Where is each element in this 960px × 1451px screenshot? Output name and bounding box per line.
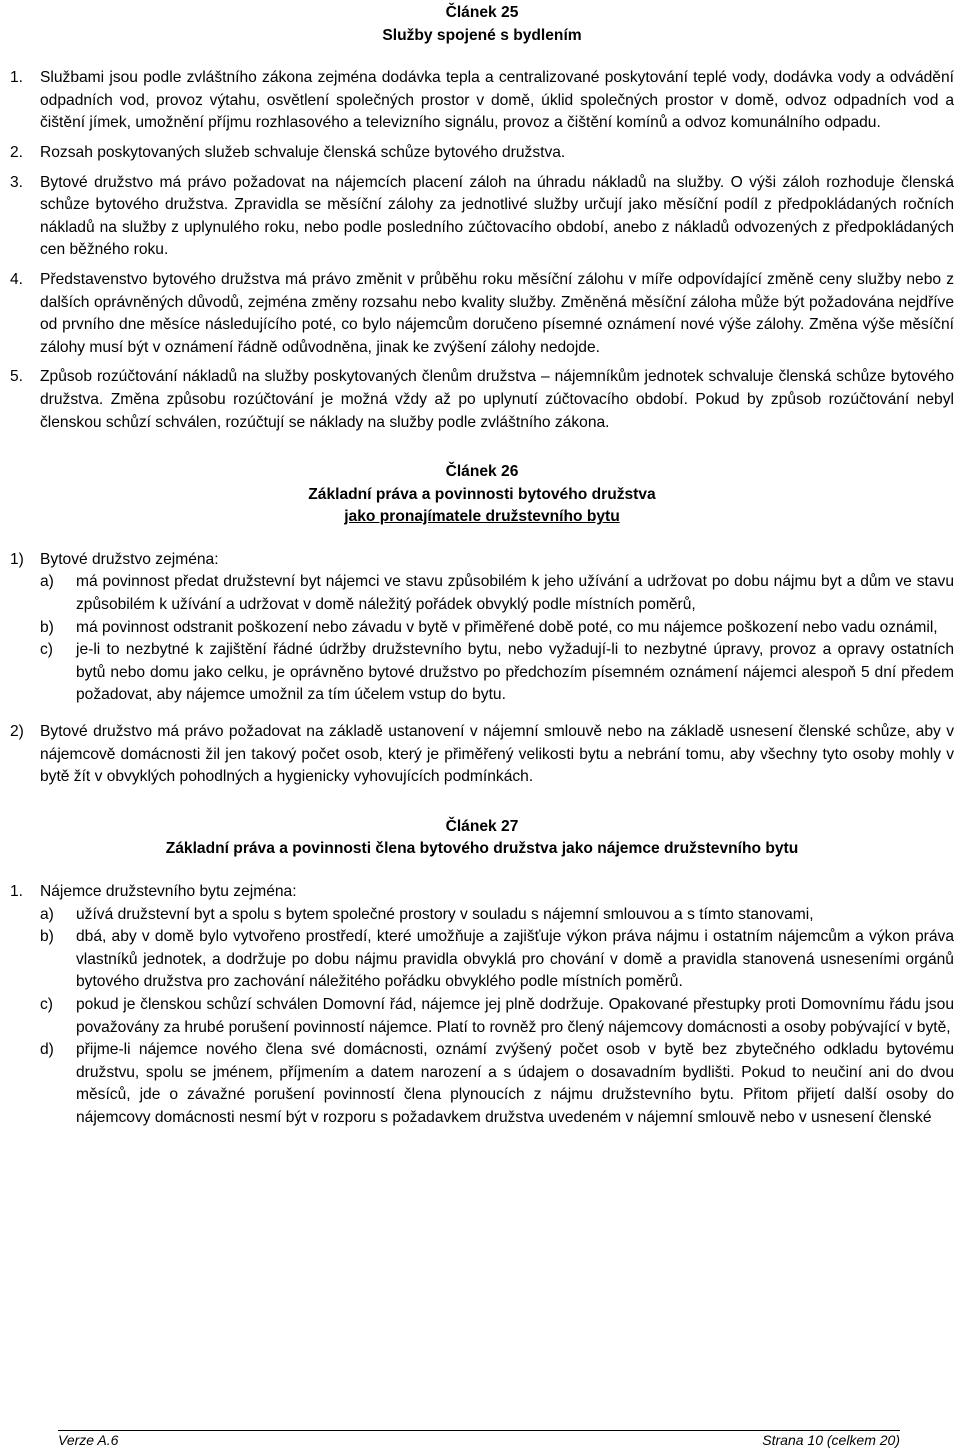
item-text: má povinnost odstranit poškození nebo závadu v bytě v přiměřené době poté, co mu nájemce poškození nebo vadu oznámil, [76,618,938,636]
article-27-subtitle: Základní práva a povinnosti člena bytového družstva jako nájemce družstevního bytu [165,840,799,858]
article-25-subtitle: Služby spojené s bydlením [382,26,582,44]
article-25-title: Článek 25 [445,4,519,21]
document-page [10,2,954,1130]
item-text: užívá družstevní byt a spolu s bytem společné prostory v souladu s nájemní smlouvou a s tímto stanovami, [76,905,814,923]
article-26-title: Článek 26 [445,463,519,481]
article-26-item-c [10,639,954,707]
page-footer [58,1430,900,1449]
item-label: d) [40,1041,54,1059]
article-27-item-a [10,904,954,927]
article-25-paragraph-4 [10,269,954,359]
paragraph-text: Způsob rozúčtování nákladů na služby poskytovaných členům družstva – nájemníkům jednotek schvaluje členská schůze bytového družstva. Změna způsobu rozúčtování je možná vždy až po uplynutí zúčtovacího období. Pokud by způsob rozúčtování nebyl členskou schůzí schválen, rozúčtují se náklady na služby podle zvláštního zákona. [40,368,954,431]
paragraph-number: 1. [10,69,24,87]
item-text: je-li to nezbytné k zajištění řádné údržby družstevního bytu, nebo vyžadují-li to nezbytné úpravy, provoz a opravy ostatních bytů nebo domu jako celku, je oprávněno bytové družstvo po předchozím písemném oznámení nájemci alespoň 5 dní předem požadovat, aby nájemce umožnil za tím účelem vstup do bytu. [76,641,954,704]
article-25-paragraph-2 [10,142,954,165]
paragraph-number: 2) [10,723,24,741]
article-27-item-d [10,1039,954,1129]
paragraph-number: 5. [10,368,24,386]
article-26-subtitle-line-2: jako pronajímatele družstevního bytu [344,508,620,526]
paragraph-text: Bytové družstvo má právo požadovat na nájemcích placení záloh na úhradu nákladů na služby. O výši záloh rozhoduje členská schůze bytového družstva. Zpravidla se měsíční zálohy za jednotlivé služby určují jako měsíční podíl z předpokládaných ročních nákladů na služby z uplynulého roku, nebo podle posledního zúčtovacího období, anebo z nákladů odvozených z předpokládaných cen běžného roku. [40,173,954,259]
paragraph-text: Představenstvo bytového družstva má právo změnit v průběhu roku měsíční zálohu v míře odpovídající změně ceny služby nebo z dalších oprávněných důvodů, zejména změny rozsahu nebo kvality služby. Změněná měsíční záloha může být požadována nejdříve od prvního dne měsíce následujícího poté, co bylo nájemcům doručeno písemné oznámení nové výše zálohy. Změna výše měsíční zálohy musí být v oznámení řádně odůvodněna, jinak ke zvýšení zálohy nedojde. [40,270,954,356]
article-26-subtitle-line-1: Základní práva a povinnosti bytového družstva [308,485,656,503]
article-26-paragraph-2 [10,721,954,789]
article-26-paragraph-1 [10,549,954,572]
footer-page-number: Strana 10 (celkem 20) [762,1432,900,1448]
article-27-item-c [10,994,954,1039]
paragraph-number: 1) [10,550,24,568]
paragraph-text: Bytové družstvo má právo požadovat na základě ustanovení v nájemní smlouvě nebo na základě usnesení členské schůze, aby v nájemcově domácnosti žil jen takový počet osob, který je přiměřený velikosti bytu a nebrání tomu, aby všechny tyto osoby mohly v bytě žít v obvyklých pohodlných a hygienicky vyhovujících podmínkách. [40,723,954,786]
article-25-paragraph-1 [10,67,954,135]
paragraph-number: 2. [10,143,24,161]
paragraph-number: 1. [10,883,24,900]
article-26-item-a [10,571,954,616]
paragraph-text: Bytové družstvo zejména: [40,550,219,568]
article-25-paragraph-5 [10,366,954,434]
paragraph-number: 3. [10,173,24,191]
paragraph-text: Nájemce družstevního bytu zejména: [40,883,297,900]
article-27-title: Článek 27 [445,817,519,835]
item-label: b) [40,928,54,946]
item-label: b) [40,618,54,636]
article-26-item-b [10,617,954,640]
item-label: a) [40,573,54,591]
article-25-paragraphs [10,67,954,434]
paragraph-number: 4. [10,270,24,288]
item-text: přijme-li nájemce nového člena své domácnosti, oznámí zvýšený počet osob v bytě bez zbytečného odkladu bytovému družstvu, spolu se jménem, příjmením a datem narození a s údajem o dosavadním bydlišti. Pokud to neučiní ani do dvou měsíců, jde o závažné porušení povinností člena plynoucích z nájmu družstevního bytu. Přitom přijetí další osoby do nájemcovy domácnosti nesmí být v rozporu s požadavkem družstva uvedeném v nájemní smlouvě nebo v usnesení členské [76,1041,954,1126]
item-text: dbá, aby v domě bylo vytvořeno prostředí, které umožňuje a zajišťuje výkon práva nájmu i ostatním nájemcům a výkon práva vlastníků jednotek, a dodržuje po dobu nájmu pravidla obvyklá pro chování v domě a pravidla stanovená usneseními orgánů bytového družstva pro zachování náležitého pořádku obvyklého podle místních poměrů. [76,928,954,991]
item-label: a) [40,905,54,923]
paragraph-text: Rozsah poskytovaných služeb schvaluje členská schůze bytového družstva. [40,143,566,161]
item-label: c) [40,995,53,1013]
article-27-paragraph-1 [10,881,954,904]
paragraph-text: Službami jsou podle zvláštního zákona zejména dodávka tepla a centralizované poskytování teplé vody, dodávka vody a odvádění odpadních vod, provoz výtahu, osvětlení společných prostor v domě, úklid společných prostor v domě, odvoz odpadních vod a čištění jímek, umožnění příjmu rozhlasového a televizního signálu, provoz a čištění komínů a odvoz komunálního odpadu. [40,69,954,132]
article-25-paragraph-3 [10,172,954,262]
item-text: má povinnost předat družstevní byt nájemci ve stavu způsobilém k jeho užívání a udržovat po dobu nájmu byt a dům ve stavu způsobilém k užívání a udržovat v domě náležitý pořádek obvyklý podle místních poměrů, [76,573,954,614]
item-label: c) [40,641,53,659]
article-27-item-b [10,926,954,994]
footer-version: Verze A.6 [58,1432,119,1448]
item-text: pokud je členskou schůzí schválen Domovní řád, nájemce jej plně dodržuje. Opakované přestupky proti Domovnímu řádu jsou považovány za hrubé porušení povinností nájemce. Platí to rovněž pro člený nájemcovy domácnosti a osoby pobývající v bytě, [76,995,954,1036]
